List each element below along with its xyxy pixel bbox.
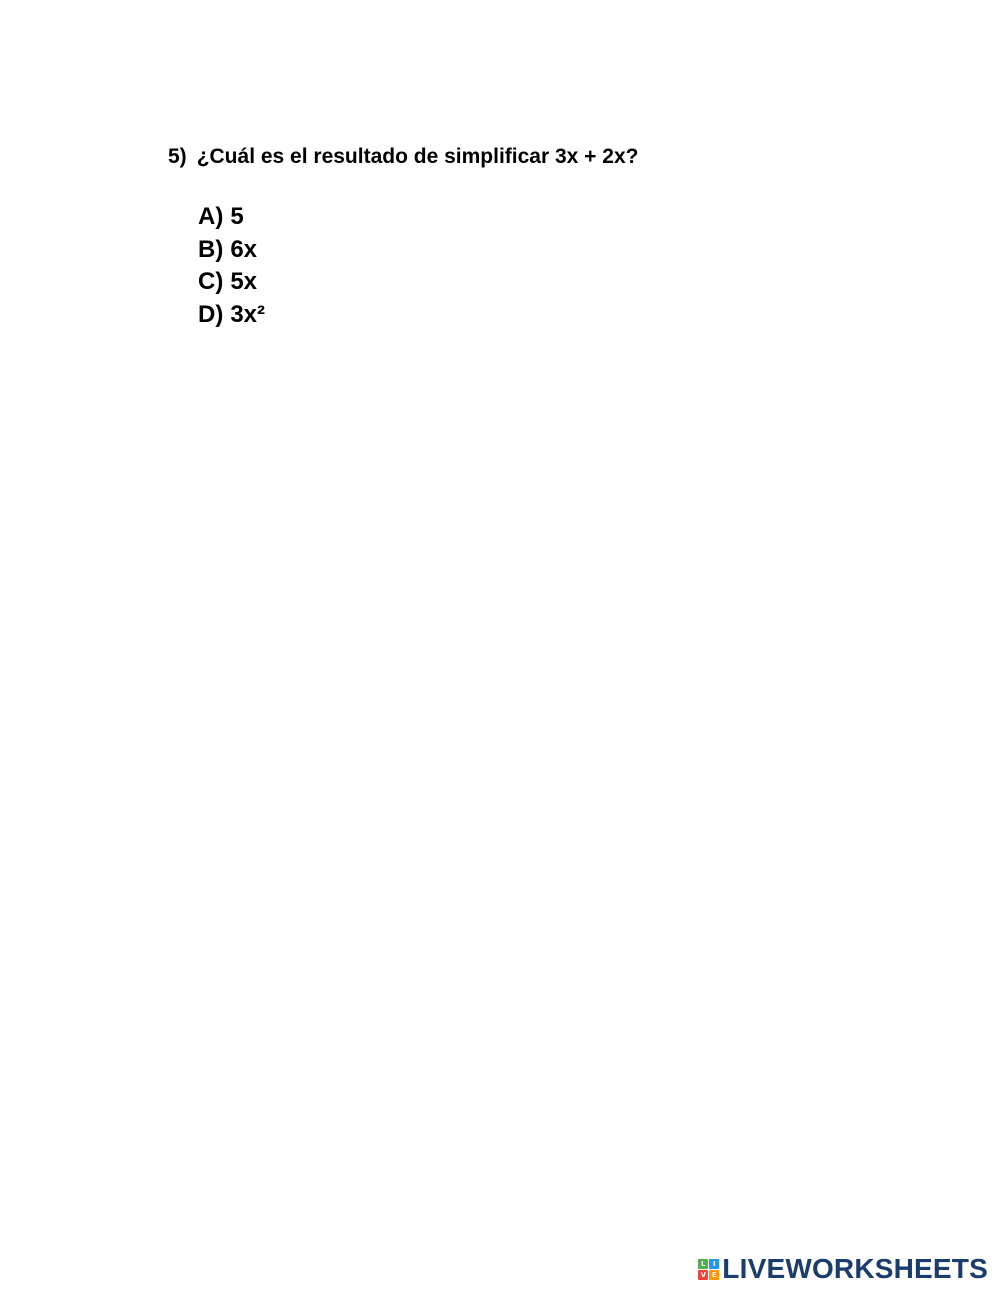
option-letter: A) bbox=[198, 203, 224, 230]
option-value: 3x² bbox=[230, 300, 266, 328]
question-number: 5) bbox=[168, 145, 187, 168]
option-a[interactable] bbox=[198, 201, 265, 234]
logo-icon-cell: V bbox=[698, 1270, 708, 1280]
option-letter: D) bbox=[198, 300, 224, 328]
option-value: 5 bbox=[230, 203, 244, 230]
option-value: 6x bbox=[230, 235, 258, 263]
option-letter: B) bbox=[198, 235, 224, 263]
logo-icon-cell: E bbox=[709, 1270, 719, 1280]
option-value: 5x bbox=[230, 268, 258, 295]
option-d[interactable] bbox=[198, 299, 265, 332]
answer-options bbox=[198, 201, 265, 331]
logo-icon-cell: L bbox=[698, 1259, 708, 1269]
option-letter: C) bbox=[198, 268, 224, 295]
option-b[interactable] bbox=[198, 234, 265, 267]
logo-icon-cell: I bbox=[709, 1259, 719, 1269]
liveworksheets-logo bbox=[698, 1255, 988, 1283]
logo-icon bbox=[698, 1259, 719, 1280]
question bbox=[168, 145, 638, 169]
logo-text: LIVEWORKSHEETS bbox=[722, 1253, 988, 1284]
option-c[interactable] bbox=[198, 266, 265, 299]
question-text: ¿Cuál es el resultado de simplificar 3x + 2x? bbox=[196, 145, 639, 168]
